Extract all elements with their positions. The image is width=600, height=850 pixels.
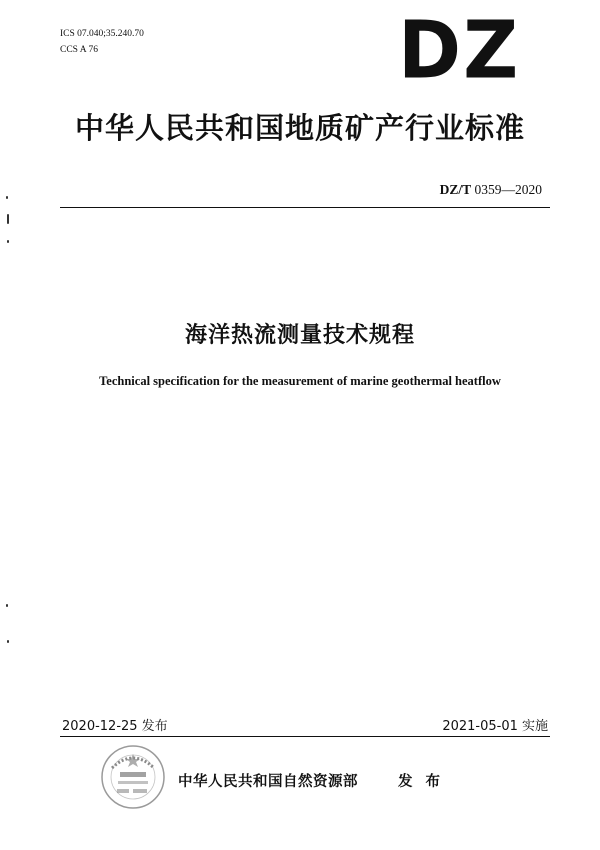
scan-mark [6,196,8,199]
dz-logo: DZ [398,2,521,97]
scan-mark [7,640,9,643]
issue-date: 2020-12-25 发布 [62,719,168,734]
standard-number-value: 0359—2020 [474,182,542,197]
implementation-date: 2021-05-01 实施 [442,719,548,734]
scan-mark [6,604,8,607]
standard-number-prefix: DZ/T [439,182,472,197]
standard-category-title: 中华人民共和国地质矿产行业标准 [74,111,525,145]
top-divider [60,207,550,208]
official-seal-icon [100,744,166,810]
document-title-en: Technical specification for the measurement of marine geothermal heatflow [99,374,501,388]
document-title-cn: 海洋热流测量技术规程 [184,323,415,348]
ics-code: ICS 07.040;35.240.70 [60,29,144,39]
scan-mark [7,214,9,224]
ccs-code: CCS A 76 [60,45,99,55]
publish-label: 发 布 [398,774,445,790]
standard-number [440,182,542,198]
bottom-divider [60,736,550,737]
classification-codes [60,26,144,58]
publisher-name: 中华人民共和国自然资源部 [178,774,358,790]
scan-mark [7,240,9,243]
